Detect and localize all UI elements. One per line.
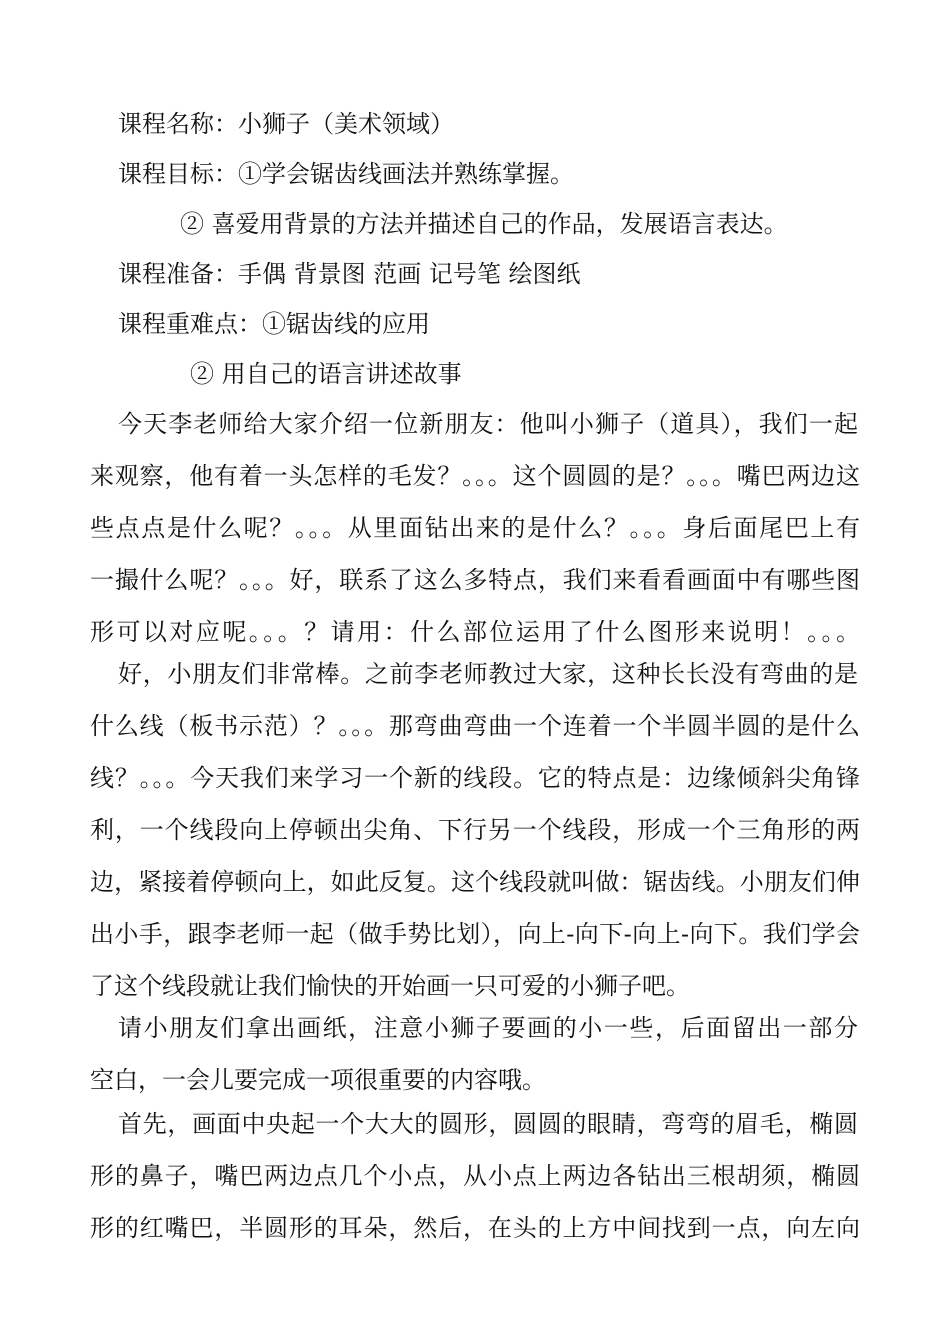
course-goal-1: 课程目标：①学会锯齿线画法并熟练掌握。 xyxy=(118,160,574,188)
paragraph-1-line: 些点点是什么呢？。。。从里面钻出来的是什么？。。。身后面尾巴上有 xyxy=(90,514,860,542)
paragraph-2-line: 边，紧接着停顿向上，如此反复。这个线段就叫做：锯齿线。小朋友们伸 xyxy=(90,868,860,896)
paragraph-1-line: 今天李老师给大家介绍一位新朋友：他叫小狮子（道具），我们一起 xyxy=(118,410,858,438)
paragraph-3-line: 空白，一会儿要完成一项很重要的内容哦。 xyxy=(90,1066,546,1094)
course-key-point-1: 课程重难点：①锯齿线的应用 xyxy=(118,310,430,338)
paragraph-2-line: 什么线（板书示范）？。。。那弯曲弯曲一个连着一个半圆半圆的是什么 xyxy=(90,712,860,740)
paragraph-2-line: 线？。。。今天我们来学习一个新的线段。它的特点是：边缘倾斜尖角锋 xyxy=(90,764,860,792)
paragraph-2-line: 好，小朋友们非常棒。之前李老师教过大家，这种长长没有弯曲的是 xyxy=(118,660,858,688)
course-name: 课程名称：小狮子（美术领域） xyxy=(118,110,454,138)
paragraph-1-line: 一撮什么呢？。。。好，联系了这么多特点，我们来看看画面中有哪些图 xyxy=(90,566,860,594)
paragraph-1-line: 来观察，他有着一头怎样的毛发？。。。这个圆圆的是？。。。嘴巴两边这 xyxy=(90,462,860,490)
paragraph-2-line: 了这个线段就让我们愉快的开始画一只可爱的小狮子吧。 xyxy=(90,972,690,1000)
course-key-point-2: ② 用自己的语言讲述故事 xyxy=(190,360,462,388)
paragraph-4-line: 首先，画面中央起一个大大的圆形，圆圆的眼睛，弯弯的眉毛，椭圆 xyxy=(118,1110,858,1138)
paragraph-4-line: 形的红嘴巴，半圆形的耳朵，然后，在头的上方中间找到一点，向左向 xyxy=(90,1214,860,1242)
paragraph-2-line: 利，一个线段向上停顿出尖角、下行另一个线段，形成一个三角形的两 xyxy=(90,816,860,844)
course-goal-2: ② 喜爱用背景的方法并描述自己的作品，发展语言表达。 xyxy=(180,210,788,238)
paragraph-1-line: 形可以对应呢。。。？请用：什么部位运用了什么图形来说明！。。。 xyxy=(90,618,860,646)
course-preparation: 课程准备：手偶 背景图 范画 记号笔 绘图纸 xyxy=(118,260,581,288)
paragraph-3-line: 请小朋友们拿出画纸，注意小狮子要画的小一些，后面留出一部分 xyxy=(118,1014,858,1042)
paragraph-4-line: 形的鼻子，嘴巴两边点几个小点，从小点上两边各钻出三根胡须，椭圆 xyxy=(90,1162,860,1190)
paragraph-2-line: 出小手，跟李老师一起（做手势比划），向上-向下-向上-向下。我们学会 xyxy=(90,920,860,948)
